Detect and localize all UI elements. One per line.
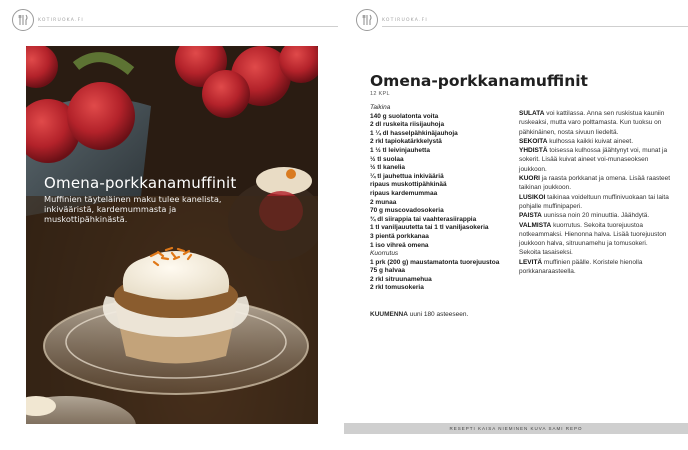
method-step — [519, 258, 671, 277]
step-text: kuorrutus. Sekoita tuorejuustoa notkeammaksi. Hienonna halva. Lisää tuorejuuston joukkoon halva, sitruunamehu ja tomusokeri. Sekoita tasaiseksi. — [519, 221, 667, 257]
credits-text: RESEPTI KAISA NIEMINEN KUVA SAMI REPO — [449, 426, 583, 431]
step-text: uunissa noin 20 minuuttia. Jäähdytä. — [541, 212, 650, 220]
method-step — [519, 211, 671, 220]
ingredient-item: 2 rkl sitruunamehua — [370, 275, 432, 283]
ingredient-item: 70 g muscovadosokeria — [370, 207, 444, 215]
ingredient-item: ¼ tl jauhettua inkivääriä — [370, 172, 444, 180]
header-label: KOTIRUOKA.FI — [38, 17, 84, 23]
ingredient-item: 1 ½ tl leivinjauhetta — [370, 146, 430, 154]
preheat-keyword: KUUMENNA — [370, 311, 408, 318]
step-keyword: SEKOITA — [519, 137, 548, 145]
ingredient-item: 75 g halvaa — [370, 267, 406, 275]
step-keyword: PAISTA — [519, 212, 542, 220]
ingredient-list — [370, 104, 514, 293]
step-text: kulhossa kaikki kuivat aineet. — [547, 137, 634, 145]
preheat-text: uuni 180 asteeseen. — [407, 311, 469, 318]
header-label: KOTIRUOKA.FI — [382, 17, 428, 23]
step-text: toisessa kulhossa jäähtynyt voi, munat ja sokerit. Lisää kuivat aineet voi-munaseoksen joukkoon. — [519, 147, 668, 173]
preheat-instruction — [370, 311, 468, 320]
recipe-title: Omena-porkkanamuffinit — [370, 72, 588, 90]
method-step — [519, 193, 671, 212]
step-text: muffinien päälle. Koristele hienolla porkkanaraasteella. — [519, 258, 643, 276]
ingredient-item: 2 munaa — [370, 198, 397, 206]
left-page-header — [12, 8, 84, 32]
photo-illustration — [26, 46, 318, 424]
method-step — [519, 137, 671, 146]
step-keyword: LUSIKOI — [519, 193, 546, 201]
ingredient-item: 2 rkl tapiokatärkkelystä — [370, 138, 442, 146]
apple — [202, 70, 250, 118]
recipe-yield: 12 KPL — [370, 91, 390, 97]
ingredient-item: 140 g suolatonta voita — [370, 112, 439, 120]
ingredient-item: 1 prk (200 g) maustamatonta tuorejuustoa — [370, 258, 500, 266]
ingredient-item: 3 pientä porkkanaa — [370, 232, 429, 240]
ingredient-item: ripaus muskottipähkinää — [370, 181, 447, 189]
ingredient-item: 1 iso vihreä omena — [370, 241, 429, 249]
ingredient-group-heading: Kuorrutus — [370, 250, 399, 258]
header-rule — [382, 26, 688, 27]
ingredient-item: 2 dl ruskeita riisijauhoja — [370, 121, 445, 129]
header-rule — [38, 26, 338, 27]
step-text: ja raasta porkkanat ja omena. Lisää raasteet taikinan joukkoon. — [519, 175, 671, 192]
right-page-header — [356, 8, 428, 32]
cutlery-logo-icon — [356, 9, 378, 31]
step-keyword: KUORI — [519, 175, 540, 183]
step-text: taikinaa voideltuun muffinivuokaan tai laita pohjalle muffinipaperi. — [519, 193, 669, 210]
photo-title: Omena-porkkanamuffinit — [44, 174, 237, 192]
apple — [67, 82, 135, 150]
ingredient-item: ½ tl kanelia — [370, 164, 406, 172]
muffin-photo — [26, 46, 318, 424]
cutlery-logo-icon — [12, 9, 34, 31]
ingredient-item: 1 tl vaniljauutetta tai 1 tl vaniljasokeria — [370, 224, 489, 232]
ingredient-item: ¾ dl siirappia tai vaahterasiirappia — [370, 215, 477, 223]
credits-bar — [344, 423, 688, 434]
step-keyword: VALMISTA — [519, 221, 552, 229]
step-keyword: LEVITÄ — [519, 258, 543, 266]
method-step — [519, 146, 671, 174]
ingredient-item: ½ tl suolaa — [370, 155, 404, 163]
ingredient-item: ripaus kardemummaa — [370, 189, 438, 197]
method-step — [519, 109, 671, 137]
method-step — [519, 174, 671, 193]
ingredient-group-heading: Taikina — [370, 104, 391, 111]
step-text: voi kattilassa. Anna sen ruskistua kauniin ruskeaksi, mutta varo polttamasta. Kun tuoksu on pähkinäinen, nosta sivuun liedeltä. — [519, 110, 665, 136]
method-steps — [519, 109, 671, 276]
step-keyword: YHDISTÄ — [519, 147, 548, 155]
ingredient-item: 1 ¼ dl hasselpähkinäjauhoja — [370, 129, 458, 137]
photo-subtitle: Muffinien täyteläinen maku tulee kanelista, inkivääristä, kardemummasta ja muskottipähkinästä. — [44, 194, 222, 224]
ingredient-item: 2 rkl tomusokeria — [370, 284, 424, 292]
method-step — [519, 221, 671, 258]
step-keyword: SULATA — [519, 110, 545, 117]
